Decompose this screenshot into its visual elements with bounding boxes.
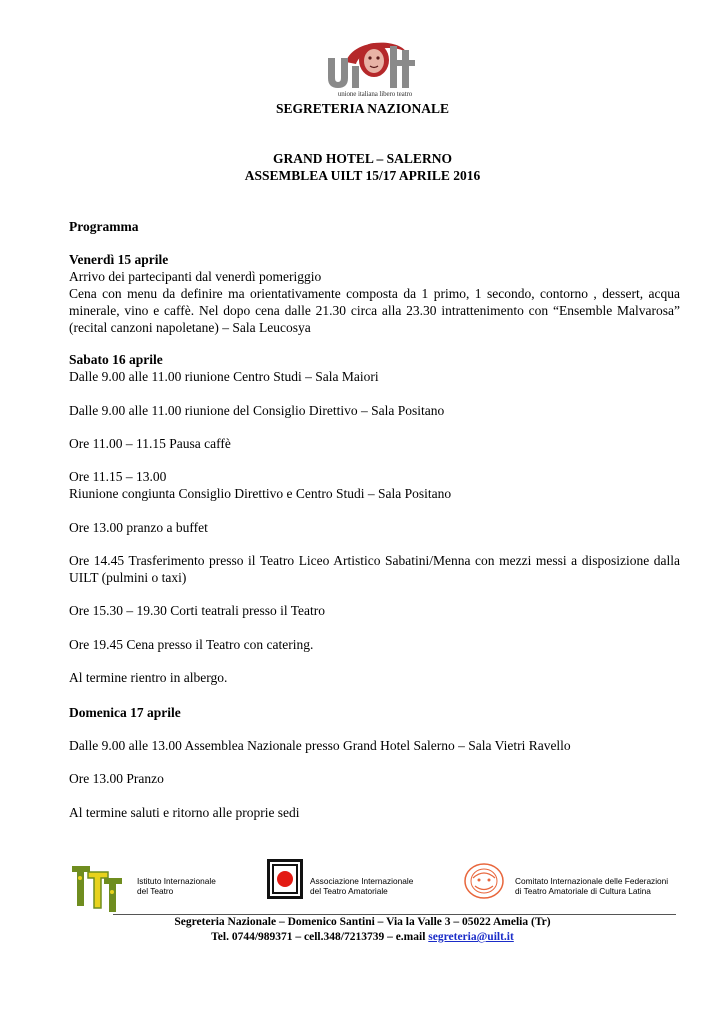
footer-contacts: [0, 931, 725, 943]
iti-label-line2: del Teatro: [137, 886, 174, 896]
friday-line-2: Cena con menu da definire ma orientativamente composta da 1 primo, 1 secondo, contorno , dessert, acqua minerale, vino e caffè. Nel dopo cena dalle 21.30 circa alla 23.30 intrattenimento con “Ensemble Malvarosa” (recital canzoni napoletane) – Sala Leucosya: [69, 286, 680, 335]
saturday-item: Ore 19.45 Cena presso il Teatro con catering.: [69, 637, 314, 652]
saturday-item: Ore 15.30 – 19.30 Corti teatrali presso il Teatro: [69, 603, 325, 618]
aita-label-line2: del Teatro Amatoriale: [310, 886, 388, 896]
friday-line-1: Arrivo dei partecipanti dal venerdì pomeriggio: [69, 269, 322, 284]
aita-label: [310, 876, 413, 896]
programme-heading: Programma: [69, 219, 139, 234]
saturday-item: Dalle 9.00 alle 11.00 riunione del Consiglio Direttivo – Sala Positano: [69, 403, 445, 418]
footer-contacts-text: Tel. 0744/989371 – cell.348/7213739 – e.mail: [211, 931, 429, 943]
saturday-item: Ore 11.15 – 13.00: [69, 469, 167, 484]
aita-label-line1: Associazione Internazionale: [310, 876, 414, 886]
uilt-logo-icon: [322, 36, 426, 94]
sunday-item: Ore 13.00 Pranzo: [69, 771, 164, 786]
footer-address: Segreteria Nazionale – Domenico Santini – Via la Valle 3 – 05022 Amelia (Tr): [174, 916, 551, 928]
sunday-title: Domenica 17 aprile: [69, 705, 181, 720]
cifta-label-line2: di Teatro Amatoriale di Cultura Latina: [515, 886, 651, 896]
email-link[interactable]: segreteria@uilt.it: [428, 931, 514, 943]
footer-divider: [113, 914, 676, 915]
friday-title: Venerdì 15 aprile: [69, 252, 169, 267]
saturday-item: Riunione congiunta Consiglio Direttivo e Centro Studi – Sala Positano: [69, 486, 452, 501]
aita-logo-icon: [267, 859, 303, 899]
cifta-label-line1: Comitato Internazionale delle Federazioni: [515, 876, 669, 886]
cifta-logo-icon: [463, 862, 505, 900]
saturday-title: Sabato 16 aprile: [69, 352, 163, 367]
saturday-item: Al termine rientro in albergo.: [69, 670, 228, 685]
iti-label-line1: Istituto Internazionale: [137, 876, 216, 886]
sunday-item: Dalle 9.00 alle 13.00 Assemblea Nazionale presso Grand Hotel Salerno – Sala Vietri Ravello: [69, 738, 571, 753]
saturday-item: Ore 13.00 pranzo a buffet: [69, 520, 208, 535]
iti-logo-icon: [66, 858, 126, 914]
iti-label: [137, 876, 216, 896]
cifta-label: [515, 876, 668, 896]
event-title: ASSEMBLEA UILT 15/17 APRILE 2016: [244, 168, 481, 183]
logo-subtitle: unione italiana libero teatro: [337, 90, 413, 98]
saturday-item: Dalle 9.00 alle 11.00 riunione Centro Studi – Sala Maiori: [69, 369, 379, 384]
sunday-item: Al termine saluti e ritorno alle proprie sedi: [69, 805, 300, 820]
venue-title: GRAND HOTEL – SALERNO: [273, 151, 452, 166]
saturday-item: Ore 11.00 – 11.15 Pausa caffè: [69, 436, 231, 451]
saturday-item: Ore 14.45 Trasferimento presso il Teatro Liceo Artistico Sabatini/Menna con mezzi messi a disposizione dalla UILT (pulmini o taxi): [69, 553, 680, 585]
office-title: SEGRETERIA NAZIONALE: [276, 101, 449, 116]
